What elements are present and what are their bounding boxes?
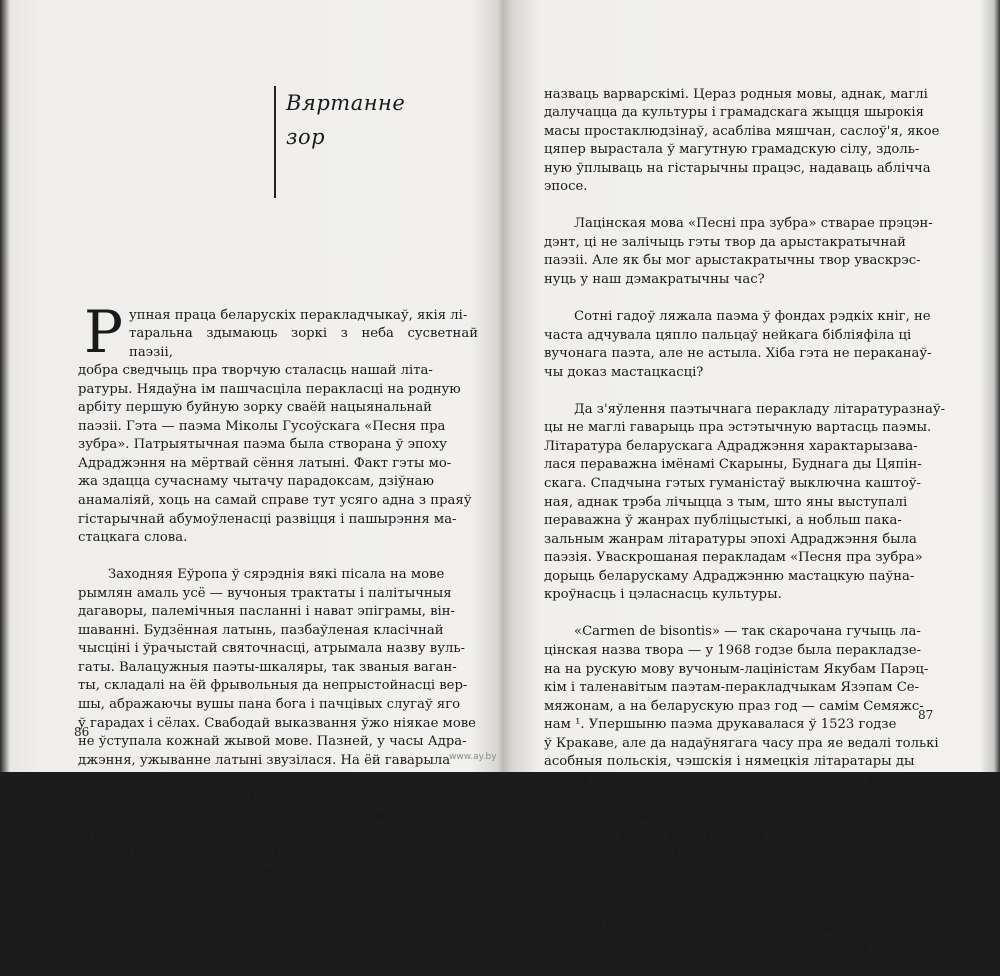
drop-cap: Р <box>84 297 124 366</box>
right-paragraph-5: «Carmen de bisontis» — так скарочана гучыць ла- цінская назва твора — у 1968 годзе была перакладзе- на на рускую мову вучоным-лацiністам Якубам Парэц- кім і таленавітым паэтам-перакладчыкам Язэпам Се- мяжонам, а на беларускую праз год — самім Семяжс- нам ¹. Упершыню паэма друкавалася ў 1523 годзе ў Кракаве, але да надаўнягага часу пра яе ведалі толькі асобныя польскія, чэшскія і нямецкія літаратары ды рускія вучоныя-прыродазнаўцы. У Польшчы і Расіі «Песня» нават перавыдавалася ў XIX стагоддзі. Але на лацінскай мове і маленькімі тыражамі, таму не вый- шла з ліку рэдкіх кніг. Паэт Ян Каспровіч пераклаў яе на польскую мову і зацікавіў надрукаванымі ўрыўкамі шырэйшае кола аматараў мастацкага слова. Ён пры- знаў «Песню» творам самародным і прыкмеціў уплыў Гусоўскага на творчасць Адама Міцкевіча, асабліва на паэму «Пан Тадэвуш». Сёння ў Польшчы «Песня пра зубра» разглядаецца не толькі ў спецыяльных навуко- <box>544 624 939 955</box>
chapter-title <box>286 86 416 154</box>
right-paragraph-3: Сотні гадоў ляжала паэма ў фондах рэдкіх кніг, не часта адчувала цяпло пальцаў нейкага бібліяфіла ці вучонага паэта, але не астыла. Хіба гэта не пераканаў- чы доказ мастацкасці? <box>544 309 932 380</box>
right-paragraph-2: Лацінская мова «Песні пра зубра» стварае прэцэн- дэнт, ці не залічыць гэты твор да арыстакратычнай паэзіі. Але як бы мог арыстакратычны твор уваскрэс- нуць у наш дэмакратычны час? <box>544 216 933 288</box>
right-paragraph-1: назваць варварскімі. Цераз родныя мовы, аднак, маглі далучацца да культуры і грамадскага жыцця шырокія масы простаклюдзінаў, асабліва мяшчан, саслоў'я, якое цяпер вырастала ў магутную грамадскую сілу, здоль- ную ўплываць на гістарычны працэс, надаваць аблічча эпосе. <box>544 86 940 195</box>
right-page-text <box>544 67 966 976</box>
left-page-text <box>78 288 478 900</box>
right-page <box>503 0 993 955</box>
page-number-left: 86 <box>74 725 90 739</box>
page-number-right: 87 <box>918 708 934 722</box>
right-paragraph-4: Да з'яўлення паэтычнага перакладу літаратуразнаў- цы не маглі гаварыць пра эстэтычную вартасць паэмы. Літаратура беларускага Адраджэння характарызава- лася пераважна імёнамі Скарыны, Буднага ды Цяпін- скага. Спадчына гэтых гуманістаў выключна каштоў- ная, аднак трэба лічыцца з тым, што яны выступалі пераважна ў жанрах публіцыстыкі, а нобльш пака- зальным жанрам літаратуры эпохі Адраджэння была паэзія. Уваскрошаная перакладам «Песня пра зубра» дорыць беларускаму Адраджэнню мастацкую паўна- кроўнасць і цэласнасць культуры. <box>544 401 946 603</box>
chapter-heading <box>274 86 416 198</box>
chapter-title-line-2: зор <box>286 125 326 149</box>
left-paragraph-1 <box>78 297 478 548</box>
left-paragraph-1-text: упная праца беларускіх перакладчыкаў, якія лі- таральна здымаюць зоркі з неба сусветнай паэзіі, добра сведчыць пра творчую сталасць нашай літа- ратуры. Нядаўна ім пашчасціла перакласці на родную арбіту першую буйную зорку сваёй нацыянальнай паэзіі. Гэта — паэма Міколы Гусоўскага «Песня пра зубра». Патрыятычная паэма была створана ў эпоху Адраджэння на мёртвай сёння латыні. Факт гэты мо- жа здацца сучаснаму чытачу парадоксам, дзіўнаю анамаліяй, хоць на самай справе тут усяго адна з праяў гістарычнай абумоўленасці развіцця і пашырэння ма- стацкага слова. <box>78 307 478 546</box>
left-page <box>10 0 497 879</box>
watermark: www.ay.by <box>449 752 497 762</box>
left-paragraph-2: Заходняя Еўропа ў сярэднія вякі пісала на мове рымлян амаль усё — вучоныя трактаты і палітычныя дагаворы, палемічныя пасланні і нават эпіграмы, він- шаванні. Будзённая латынь, пазбаўленая класічнай чысціні і ўрачыстай святочнасці, атрымала назву вуль- гаты. Валацужныя паэты-шкаляры, так званыя ваган- ты, складалі на ёй фрывольныя да непрыстойнасці вер- шы, абражаючы вушы пана бога і пачцівых слугаў яго ў гарадах і сёлах. Свабодай выказвання ўжо ніякае мове не ўступала кожнай жывой мове. Пазней, у часы Адра- джэння, ужыванне латыні звузілася. На ёй гаварыла і пісала свецкая і духоўная арыстакратыя, імкнучыся вярнуць мове Гарацыя і Цыцэрона страчаную веліч і бляск. Латынь у гэтую пару заставалася мовай куль- туры, на ёй стваралася пераважна высокая паэзія, а клопатную штодзённасць пачалі абслугоўваць мовы нацыянальныя, якія па рымскай традыцыі належала б <box>78 567 476 879</box>
chapter-title-line-1: Вяртанне <box>286 91 406 115</box>
